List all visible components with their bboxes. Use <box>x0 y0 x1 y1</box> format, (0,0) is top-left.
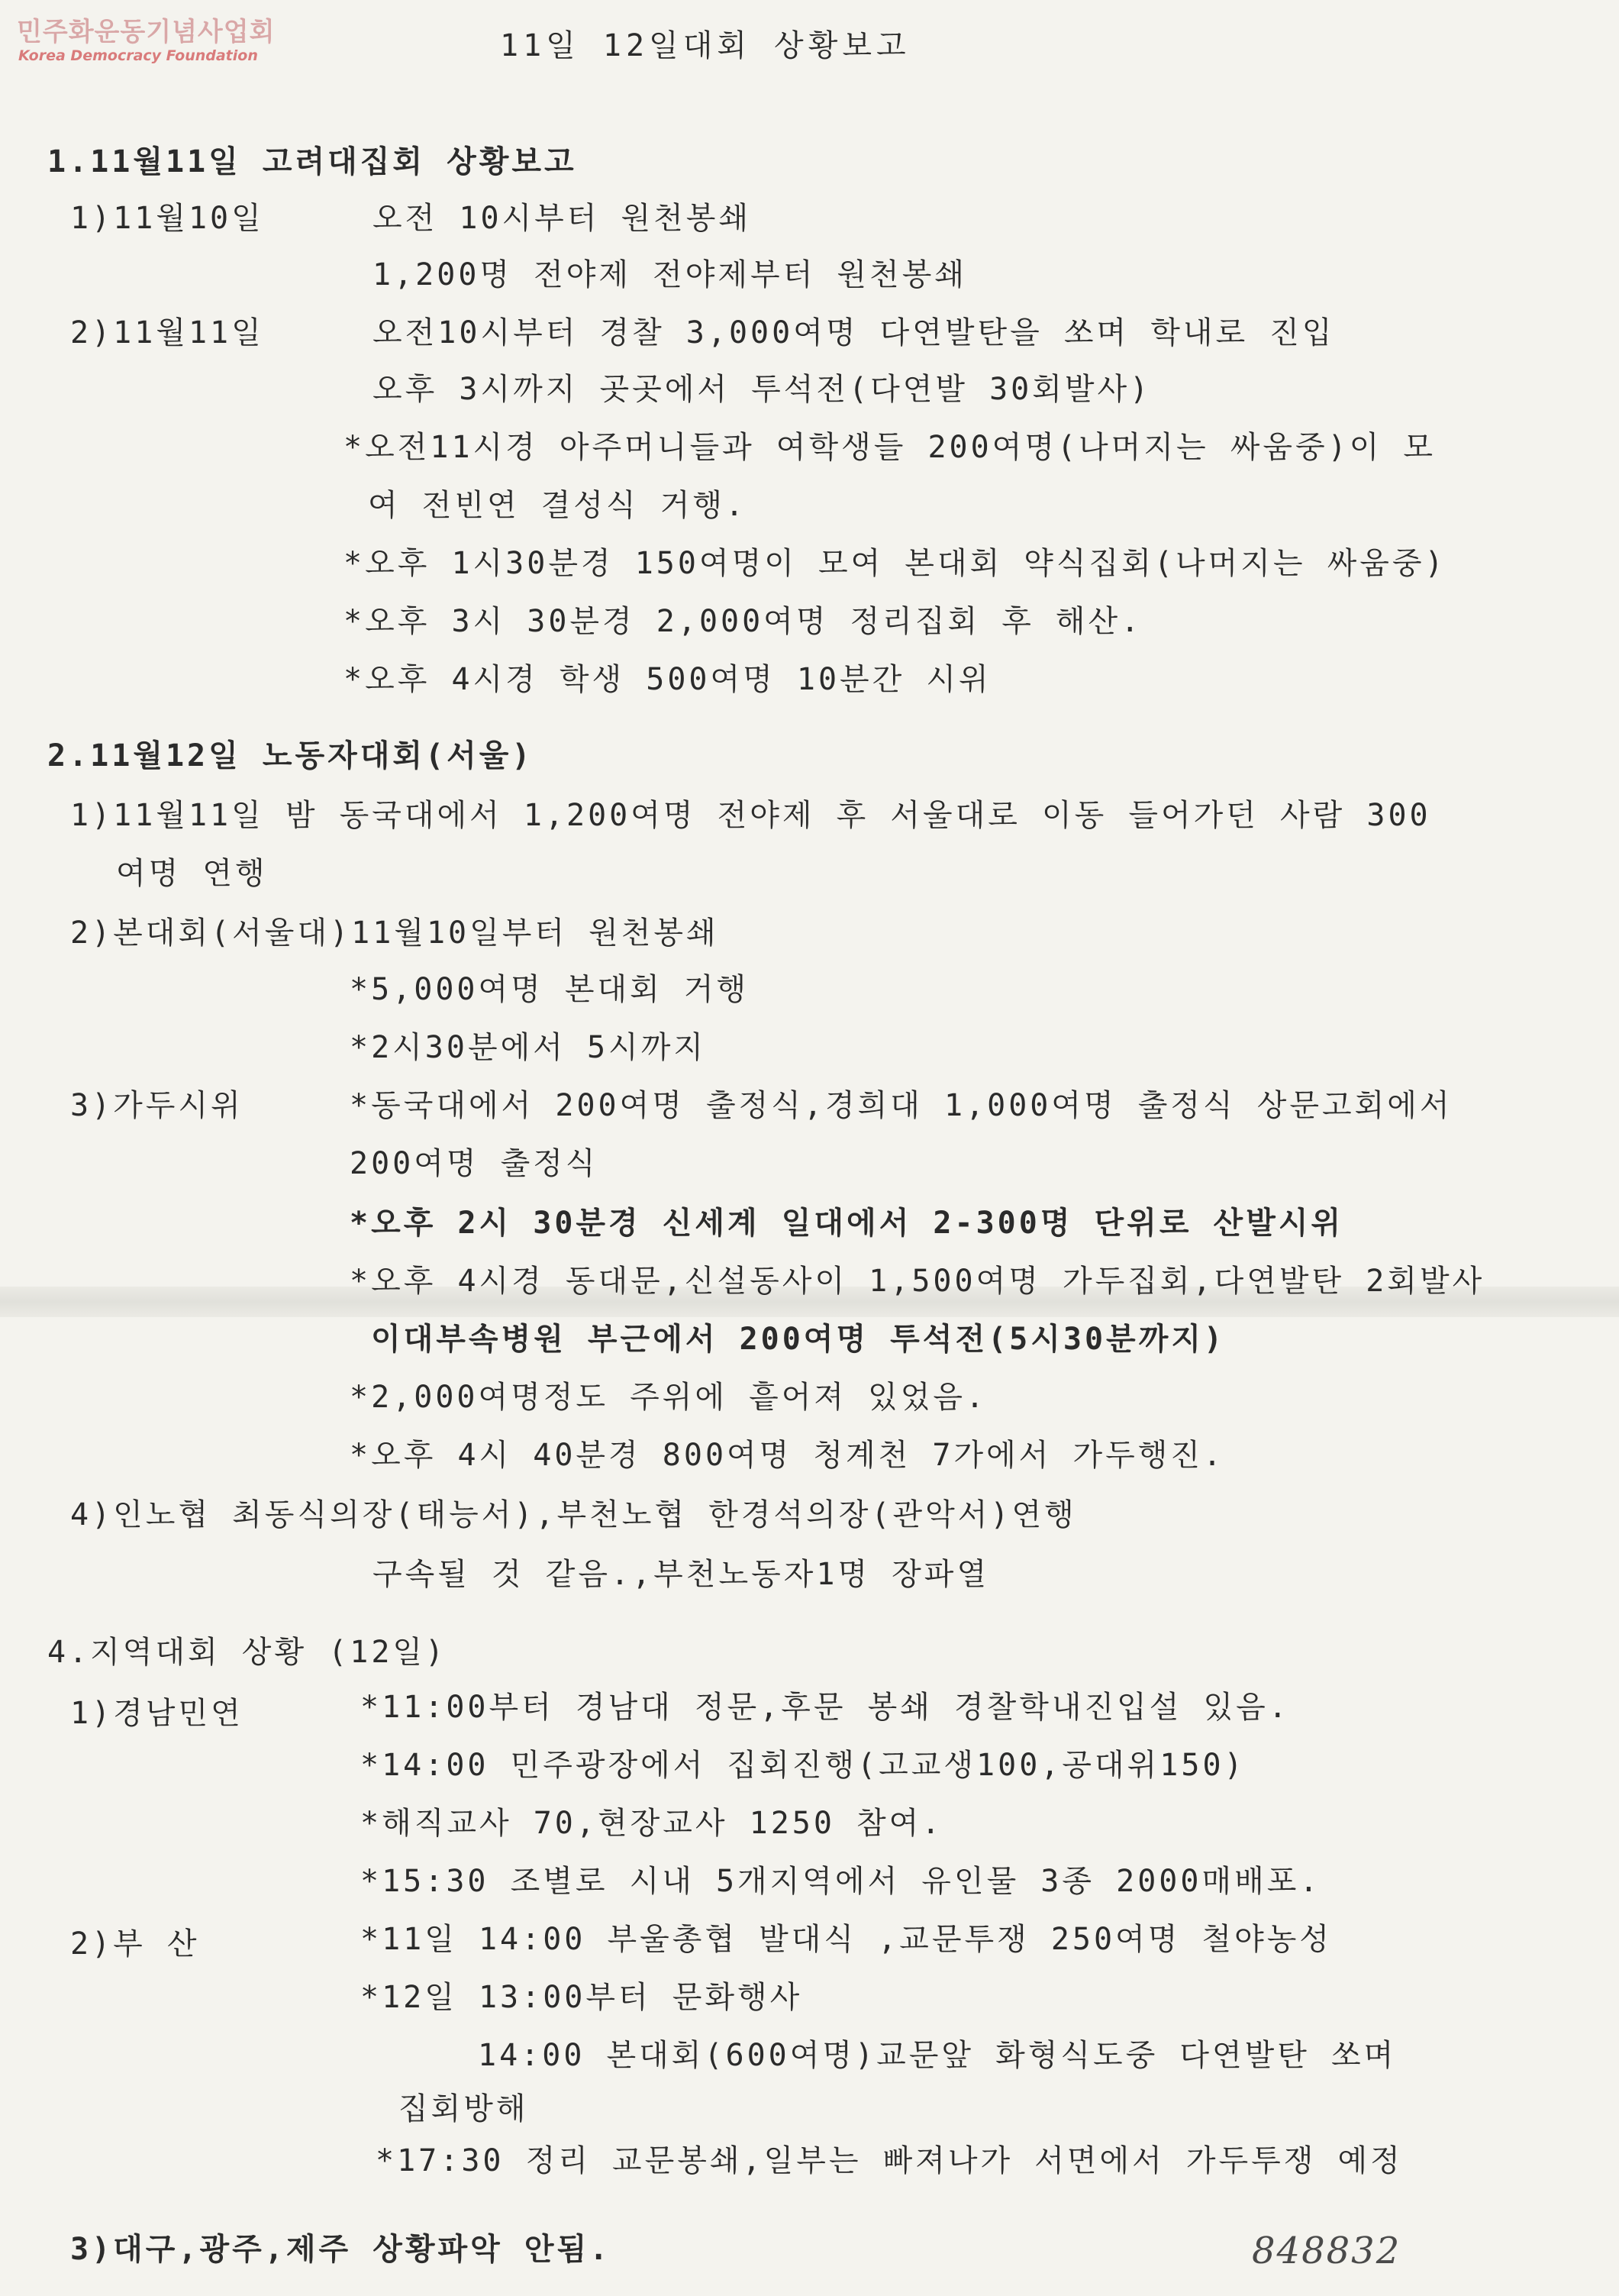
s2-item1-line2: 여명 연행 <box>116 856 268 891</box>
document-title: 11일 12일대회 상황보고 <box>500 28 911 63</box>
s1-item2-line4: 여 전빈연 결성식 거행. <box>368 488 747 523</box>
s1-item2-line6: *오후 3시 30분경 2,000여명 정리집회 후 해산. <box>343 604 1143 639</box>
s2-item3-label: 3)가두시위 <box>70 1088 243 1123</box>
s1-item2-line3: *오전11시경 아주머니들과 여학생들 200여명(나머지는 싸움중)이 모 <box>343 430 1437 465</box>
section-2-heading: 2.11월12일 노동자대회(서울) <box>47 738 534 773</box>
s2-item2-line2: *5,000여명 본대회 거행 <box>350 972 750 1007</box>
s2-item1-line1: 1)11월11일 밤 동국대에서 1,200여명 전야제 후 서울대로 이동 들어가던 사람 300 <box>70 798 1431 833</box>
s2-item3-line6: *2,000여명정도 주위에 흩어져 있었음. <box>350 1380 988 1415</box>
s1-item1-line2: 1,200명 전야제 전야제부터 원천봉쇄 <box>372 257 967 292</box>
s4-item1-line3: *해직교사 70,현장교사 1250 참여. <box>360 1806 943 1841</box>
s2-item3-line7: *오후 4시 40분경 800여명 청계천 7가에서 가두행진. <box>350 1438 1225 1473</box>
s2-item3-line5: 이대부속병원 부근에서 200여명 투석전(5시30분까지) <box>371 1322 1226 1357</box>
s4-item2-line4: 집회방해 <box>398 2091 529 2126</box>
s2-item4-line2: 구속될 것 같음.,부천노동자1명 장파열 <box>372 1557 990 1592</box>
s2-item2-line1: 2)본대회(서울대)11월10일부터 원천봉쇄 <box>70 915 719 951</box>
s2-item3-line1: *동국대에서 200여명 출정식,경희대 1,000여명 출정식 상문고회에서 <box>350 1088 1453 1123</box>
s4-item2-line2: *12일 13:00부터 문화행사 <box>360 1980 803 2015</box>
s2-item3-line4: *오후 4시경 동대문,신설동사이 1,500여명 가두집회,다연발탄 2회발사 <box>350 1264 1485 1299</box>
s2-item3-line2: 200여명 출정식 <box>350 1146 598 1181</box>
s4-item3-line1: 3)대구,광주,제주 상황파악 안됨. <box>70 2232 611 2267</box>
handwritten-document-number: 848832 <box>1252 2230 1401 2272</box>
s1-item2-line1: 오전10시부터 경찰 3,000여명 다연발탄을 쏘며 학내로 진입 <box>372 315 1335 350</box>
s4-item1-line4: *15:30 조별로 시내 5개지역에서 유인물 3종 2000매배포. <box>360 1864 1321 1899</box>
s2-item3-line3: *오후 2시 30분경 신세계 일대에서 2-300명 단위로 산발시위 <box>350 1206 1344 1241</box>
s4-item1-line1: *11:00부터 경남대 정문,후문 봉쇄 경찰학내진입설 있음. <box>360 1690 1290 1725</box>
s4-item2-line3: 14:00 본대회(600여명)교문앞 화형식도중 다연발탄 쏘며 <box>478 2038 1397 2073</box>
s1-item1-line1: 오전 10시부터 원천봉쇄 <box>372 201 752 236</box>
s4-item2-line1: *11일 14:00 부울총협 발대식 ,교문투쟁 250여명 철야농성 <box>360 1922 1332 1957</box>
s4-item1-line2: *14:00 민주광장에서 집회진행(고교생100,공대위150) <box>360 1748 1246 1783</box>
s1-item2-line7: *오후 4시경 학생 500여명 10분간 시위 <box>343 662 992 697</box>
s2-item2-line3: *2시30분에서 5시까지 <box>350 1030 706 1065</box>
watermark-korean: 민주화운동기념사업회 <box>17 17 276 47</box>
s1-item2-label: 2)11월11일 <box>70 315 264 350</box>
section-4-heading: 4.지역대회 상황 (12일) <box>47 1635 447 1670</box>
section-1-heading: 1.11월11일 고려대집회 상황보고 <box>47 144 577 179</box>
s4-item2-line5: *17:30 정리 교문봉쇄,일부는 빠져나가 서면에서 가두투쟁 예정 <box>376 2143 1403 2178</box>
s2-item4-line1: 4)인노협 최동식의장(태능서),부천노협 한경석의장(관악서)연행 <box>70 1497 1077 1532</box>
s1-item1-label: 1)11월10일 <box>70 201 264 236</box>
s1-item2-line5: *오후 1시30분경 150여명이 모여 본대회 약식집회(나머지는 싸움중) <box>343 546 1446 581</box>
watermark-english: Korea Democracy Foundation <box>18 47 258 64</box>
s4-item2-label: 2)부 산 <box>70 1926 200 1962</box>
s4-item1-label: 1)경남민연 <box>70 1696 243 1731</box>
s1-item2-line2: 오후 3시까지 곳곳에서 투석전(다연발 30회발사) <box>372 372 1152 407</box>
